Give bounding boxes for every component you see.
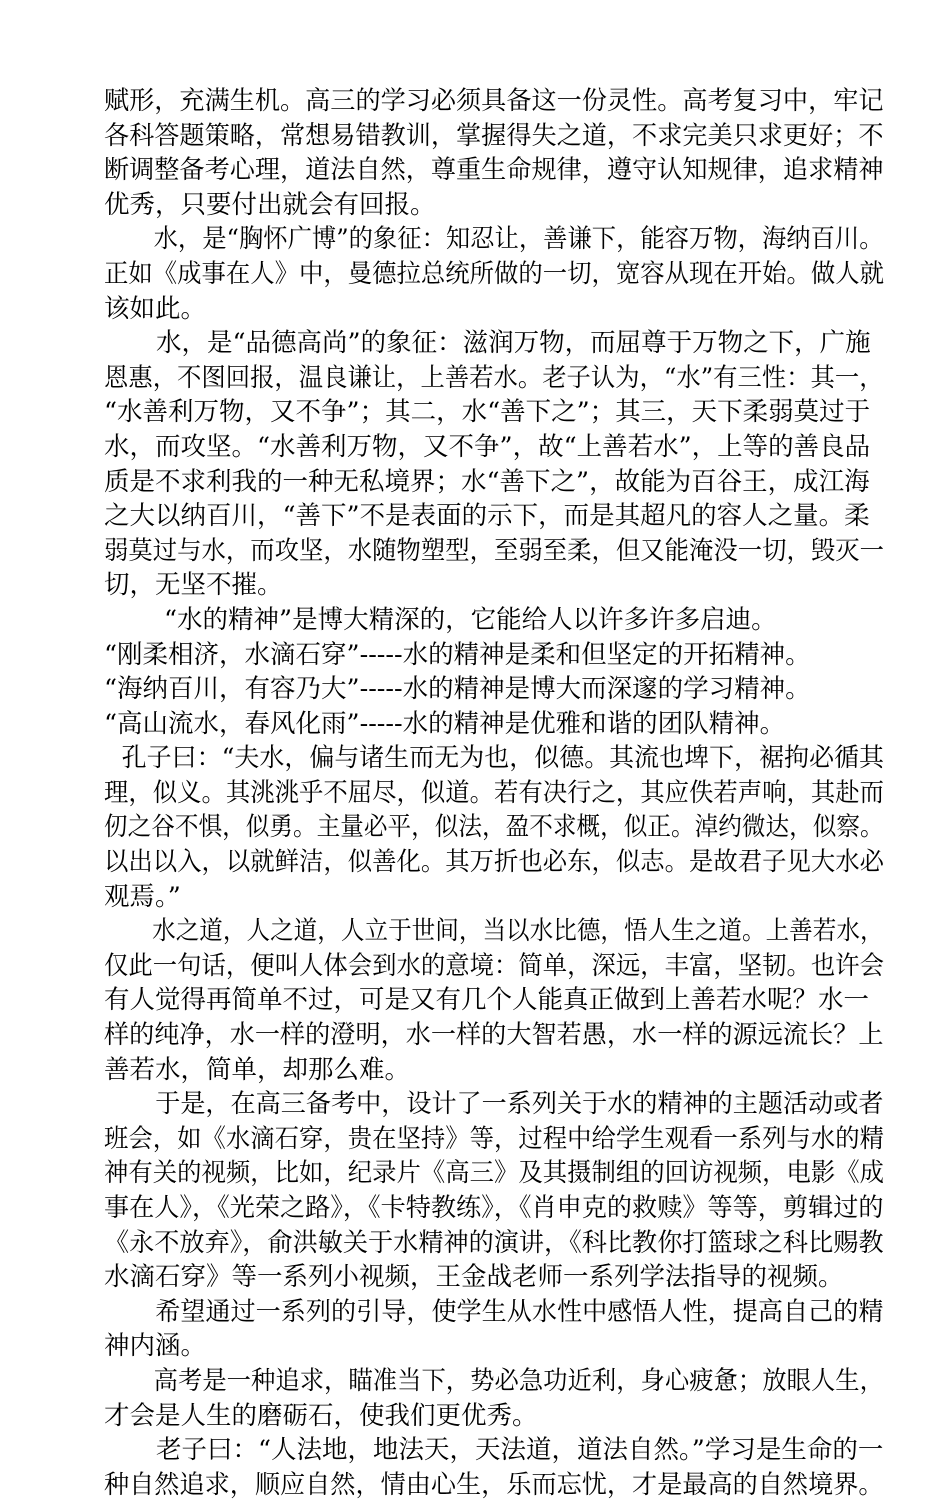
text-line: 优秀，只要付出就会有回报。 — [104, 189, 436, 220]
text-line: 仅此一句话，便叫人体会到水的意境：简单，深远，丰富，坚韧。也许会 — [104, 950, 885, 981]
text-line: 以出以入，以就鲜洁，似善化。其万折也必东，似志。是故君子见大水必 — [104, 847, 885, 878]
text-line: 切，无坚不摧。 — [104, 570, 283, 601]
text-line: 事在人》，《光荣之路》，《卡特教练》，《肖申克的救赎》等等，剪辑过的 — [104, 1193, 884, 1223]
paragraph — [104, 326, 884, 603]
text-line: 水之道，人之道，人立于世间，当以水比德，悟人生之道。上善若水， — [152, 916, 884, 947]
text-line: 样的纯净，水一样的澄明，水一样的大智若愚，水一样的源远流长？上 — [104, 1020, 884, 1051]
text-line: 种自然追求，顺应自然，情由心生，乐而忘忧，才是最高的自然境界。 — [104, 1469, 884, 1500]
paragraph — [104, 603, 884, 741]
text-line: 观焉。” — [104, 881, 181, 912]
paragraph — [104, 1087, 884, 1295]
text-line: 《永不放弃》，俞洪敏关于水精神的演讲，《科比教你打篮球之科比赐教 — [104, 1227, 884, 1258]
text-line: 有人觉得再简单不过，可是又有几个人能真正做到上善若水呢？水一 — [104, 985, 870, 1016]
text-line: 各科答题策略，常想易错教训，掌握得失之道，不求完美只求更好；不 — [104, 120, 884, 151]
text-line: 才会是人生的磨砺石，使我们更优秀。 — [104, 1400, 538, 1431]
text-line: “水善利万物，又不争”；其二，水“善下之”；其三，天下柔弱莫过于 — [104, 397, 871, 428]
text-line: “高山流水，春风化雨”-----水的精神是优雅和谐的团队精神。 — [104, 708, 786, 739]
text-line: 神内涵。 — [104, 1331, 207, 1362]
text-line: “刚柔相济，水滴石穿”-----水的精神是柔和但坚定的开拓精神。 — [104, 639, 811, 670]
text-line: 赋形，充满生机。高三的学习必须具备这一份灵性。高考复习中，牢记 — [104, 86, 884, 116]
text-line: 希望通过一系列的引导，使学生从水性中感悟人性，提高自己的精 — [155, 1296, 884, 1327]
text-line: 水，而攻坚。“水善利万物，又不争”，故“上善若水”，上等的善良品 — [104, 431, 871, 462]
text-line: 理，似义。其洮洮乎不屈尽，似道。若有决行之，其应佚若声响，其赴而 — [104, 777, 885, 808]
text-line: 质是不求利我的一种无私境界；水“善下之”，故能为百谷王，成江海 — [104, 466, 870, 497]
document-body — [104, 84, 884, 1502]
paragraph — [104, 84, 884, 222]
paragraph — [104, 1295, 884, 1364]
paragraph — [104, 1433, 884, 1502]
text-line: 该如此。 — [104, 293, 207, 324]
text-line: 之大以纳百川，“善下”不是表面的示下，而是其超凡的容人之量。柔 — [104, 501, 870, 532]
text-line: 正如《成事在人》中，曼德拉总统所做的一切，宽容从现在开始。做人就 — [104, 258, 885, 289]
text-line: 于是，在高三备考中，设计了一系列关于水的精神的主题活动或者 — [155, 1089, 884, 1120]
paragraph — [104, 1364, 884, 1433]
text-line: 水，是“胸怀广博”的象征：知忍让，善谦下，能容万物，海纳百川。 — [153, 224, 884, 255]
text-line: 老子曰：“人法地，地法天，天法道，道法自然。”学习是生命的一 — [156, 1435, 884, 1466]
text-line: 弱莫过与水，而攻坚，水随物塑型，至弱至柔，但又能淹没一切，毁灭一 — [104, 535, 885, 566]
text-line: 水滴石穿》等一系列小视频，王金战老师一系列学法指导的视频。 — [104, 1262, 844, 1293]
text-line: 孔子曰：“夫水，偏与诸生而无为也，似德。其流也埤下，裾拘必循其 — [121, 743, 885, 774]
text-line: 神有关的视频，比如，纪录片《高三》及其摄制组的回访视频，电影《成 — [104, 1158, 885, 1189]
text-line: 班会，如《水滴石穿，贵在坚持》等，过程中给学生观看一系列与水的精 — [104, 1123, 885, 1154]
paragraph — [104, 914, 884, 1087]
text-line: 高考是一种追求，瞄准当下，势必急功近利，身心疲惫；放眼人生， — [153, 1365, 885, 1396]
text-line: 恩惠，不图回报，温良谦让，上善若水。老子认为，“水”有三性：其一， — [104, 362, 884, 393]
paragraph — [104, 741, 884, 914]
text-line: 水，是“品德高尚”的象征：滋润万物，而屈尊于万物之下，广施 — [156, 328, 871, 359]
text-line: 善若水，简单，却那么难。 — [104, 1054, 411, 1085]
paragraph — [104, 222, 884, 326]
text-line: “水的精神”是博大精深的，它能给人以许多许多启迪。 — [164, 604, 777, 635]
text-line: 断调整备考心理，道法自然，尊重生命规律，遵守认知规律，追求精神 — [104, 155, 884, 186]
text-line: “海纳百川，有容乃大”-----水的精神是博大而深邃的学习精神。 — [104, 674, 811, 705]
text-line: 仞之谷不惧，似勇。主量必平，似法，盈不求概，似正。淖约微达，似察。 — [104, 812, 884, 843]
